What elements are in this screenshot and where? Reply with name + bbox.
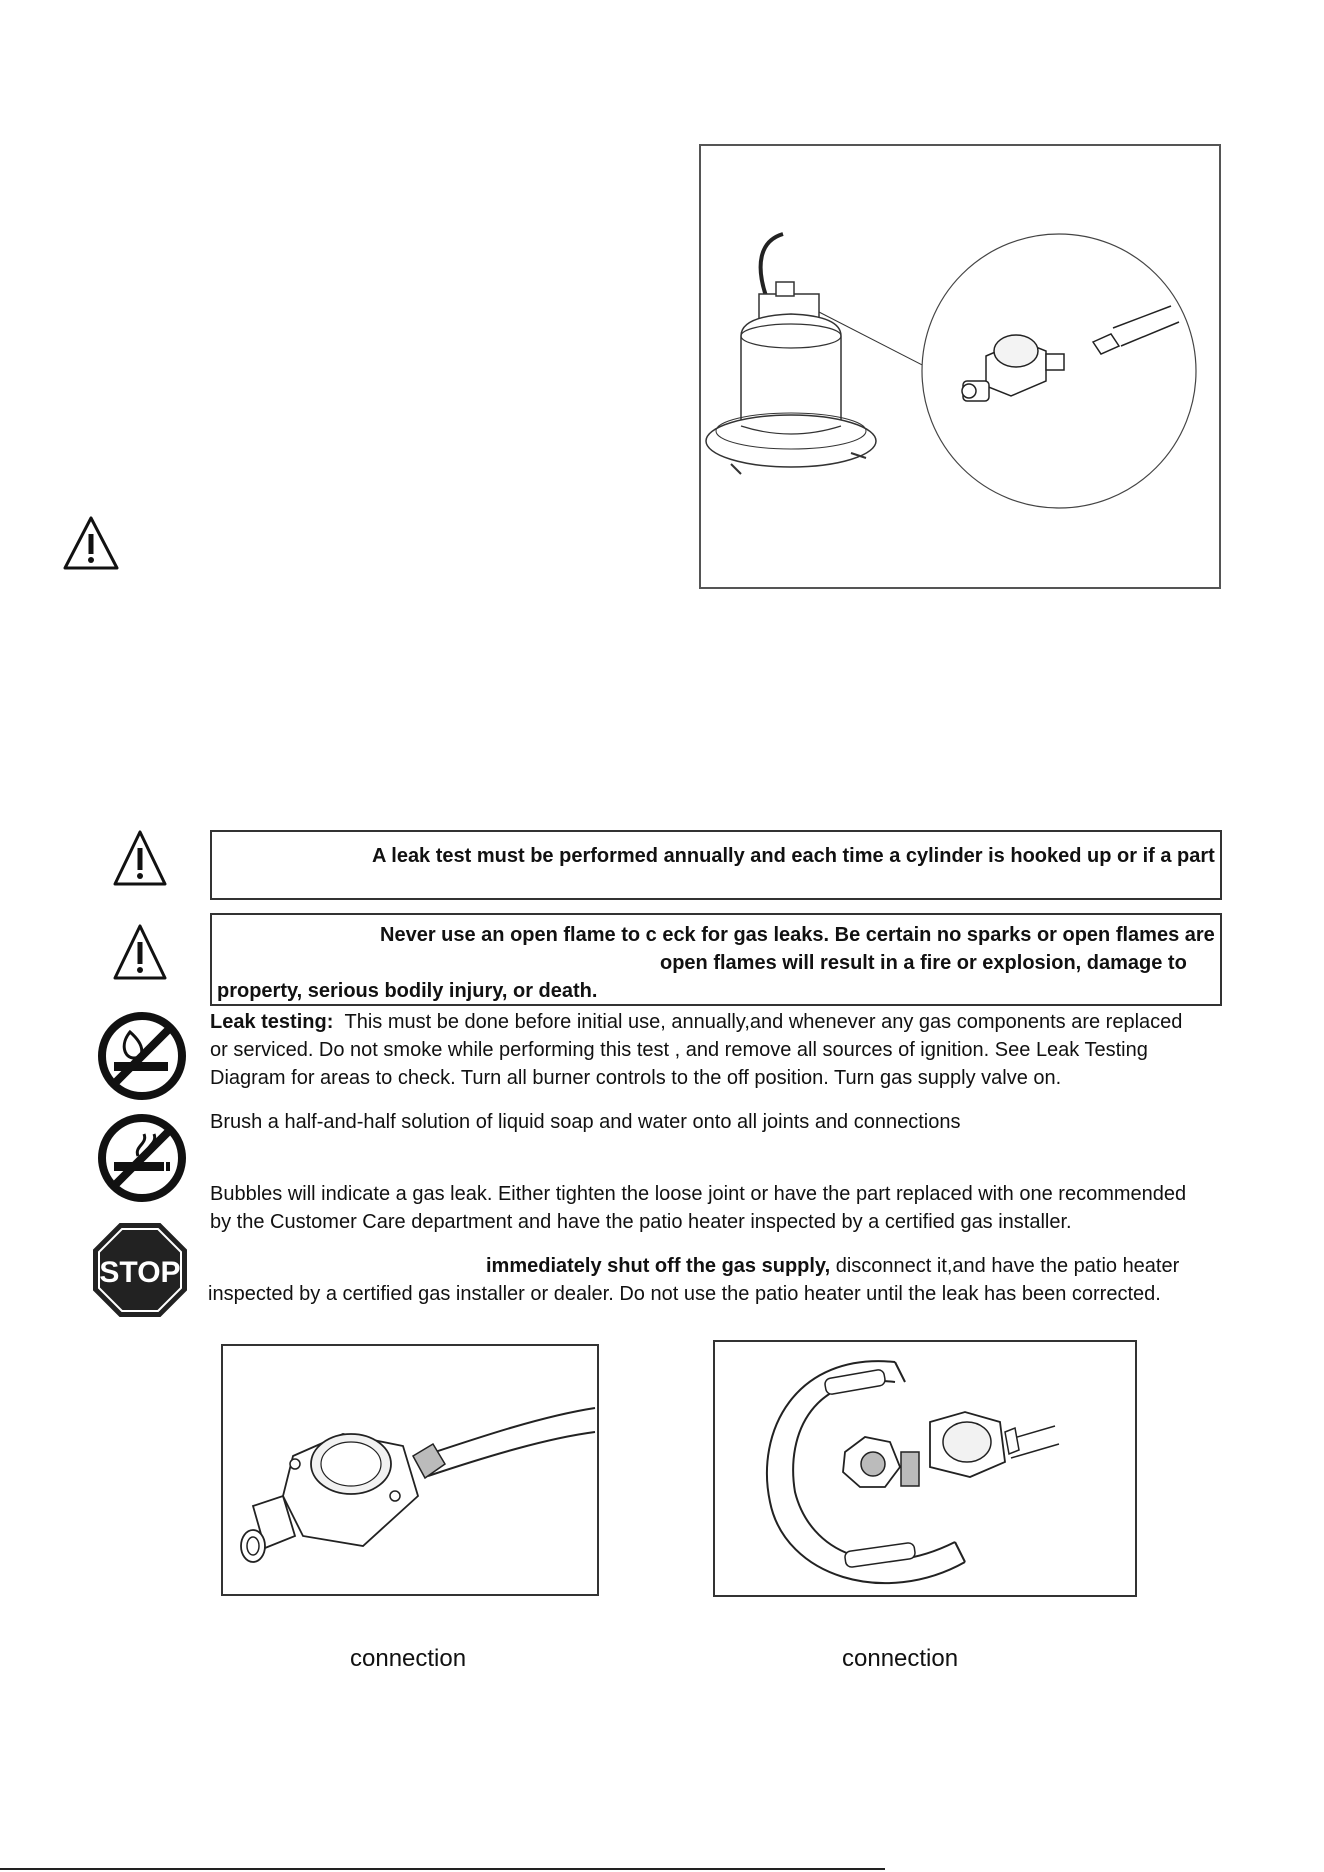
stop-line2: inspected by a certified gas installer or dealer. Do not use the patio heater until the leak has been corrected. (208, 1283, 1161, 1305)
regulator-hose-connection-figure (221, 1344, 599, 1596)
leak-testing-paragraph (210, 1008, 1182, 1092)
bubbles-paragraph (210, 1180, 1186, 1236)
shut-off-gas-bold: immediately shut off the gas supply, (486, 1255, 831, 1277)
open-flame-warning-line3: property, serious bodily injury, or death. (217, 980, 598, 1002)
leak-testing-line1: This must be done before initial use, annually,and whenever any gas components are replaced (344, 1011, 1183, 1033)
open-flame-warning-line1: Never use an open flame to c eck for gas leaks. Be certain no sparks or open flames are (380, 924, 1215, 946)
leak-testing-label: Leak testing: (210, 1011, 334, 1033)
cylinder-connection-figure (699, 144, 1221, 589)
annual-leak-test-warning-box (210, 830, 1222, 900)
annual-leak-test-warning-text: A leak test must be performed annually and each time a cylinder is hooked up or if a part (372, 845, 1215, 867)
caption-right: connection (842, 1645, 959, 1672)
warning-icon (112, 828, 168, 888)
no-smoking-icon (96, 1112, 188, 1204)
stop-line1-rest: disconnect it,and have the patio heater (830, 1255, 1180, 1277)
brush-solution-text: Brush a half-and-half solution of liquid soap and water onto all joints and connections (210, 1111, 961, 1133)
bubbles-line2: by the Customer Care department and have the patio heater inspected by a certified gas installer. (210, 1211, 1072, 1233)
warning-icon (112, 922, 168, 982)
bubbles-line1: Bubbles will indicate a gas leak. Either tighten the loose joint or have the part replaced with one recommended (210, 1183, 1187, 1205)
leak-testing-line2: or serviced. Do not smoke while performing this test , and remove all sources of ignition. See Leak Testing (210, 1039, 1148, 1061)
footer-rule (0, 1868, 885, 1870)
stop-sign-icon (92, 1222, 188, 1318)
stop-paragraph (208, 1252, 1179, 1308)
warning-icon (62, 514, 120, 572)
stop-sign-label: STOP (99, 1256, 181, 1289)
open-flame-warning-line2: open flames will result in a fire or explosion, damage to (660, 952, 1187, 974)
open-flame-warning-box (210, 913, 1222, 1006)
caption-left: connection (350, 1645, 467, 1672)
leak-testing-line3: Diagram for areas to check. Turn all burner controls to the off position. Turn gas supply valve on. (210, 1067, 1062, 1089)
no-open-flame-icon (96, 1010, 188, 1102)
cylinder-regulator-connection-figure (713, 1340, 1137, 1597)
